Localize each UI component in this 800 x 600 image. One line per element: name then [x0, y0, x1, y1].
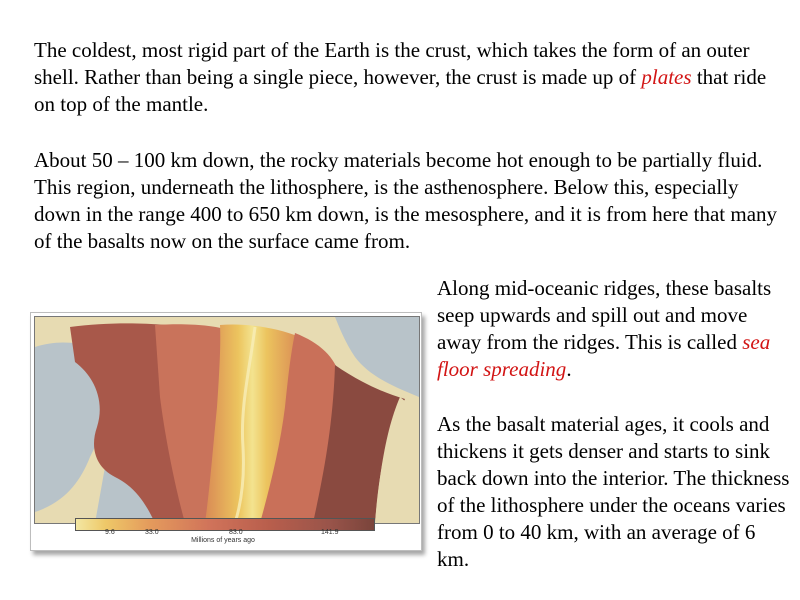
legend-tick-2: 33.0: [145, 529, 159, 536]
legend-tick-4: 141.9: [321, 529, 339, 536]
map-graphic: [35, 317, 419, 523]
plates-emphasis: plates: [641, 65, 692, 89]
seafloor-age-map: [34, 316, 420, 524]
asthenosphere-paragraph: About 50 – 100 km down, the rocky materials become hot enough to be partially fluid. This region, underneath the lithosphere, is the asthenosphere. Below this, especially down in the range 400 to 650 km down, is the mesosphere, and it is from here that many of the basalts now on the surface came from.: [34, 148, 778, 253]
legend-tick-1: 9.6: [105, 529, 115, 536]
seafloor-age-figure: [30, 312, 422, 551]
legend-tick-3: 83.0: [229, 529, 243, 536]
legend-caption: Millions of years ago: [191, 537, 255, 544]
intro-text-end: that ride on top of the mantle.: [34, 65, 767, 116]
sea-floor-spreading-emphasis: sea floor spreading: [437, 330, 771, 381]
ridges-paragraph: [437, 275, 792, 383]
intro-paragraph: [34, 37, 784, 118]
lithosphere-thickness-paragraph: As the basalt material ages, it cools and thickens it gets denser and starts to sink back down into the interior. The thickness of the lithosphere under the oceans varies from 0 to 40 km, with an average of 6 km.: [437, 412, 790, 571]
ridges-text-end: .: [566, 357, 572, 381]
intro-text-start: The coldest, most rigid part of the Earth is the crust, which takes the form of an outer shell. Rather than being a single piece, however, the crust is made up of: [34, 38, 750, 89]
ridges-text-start: Along mid-oceanic ridges, these basalts seep upwards and spill out and move away from the ridges. This is called: [437, 276, 772, 354]
